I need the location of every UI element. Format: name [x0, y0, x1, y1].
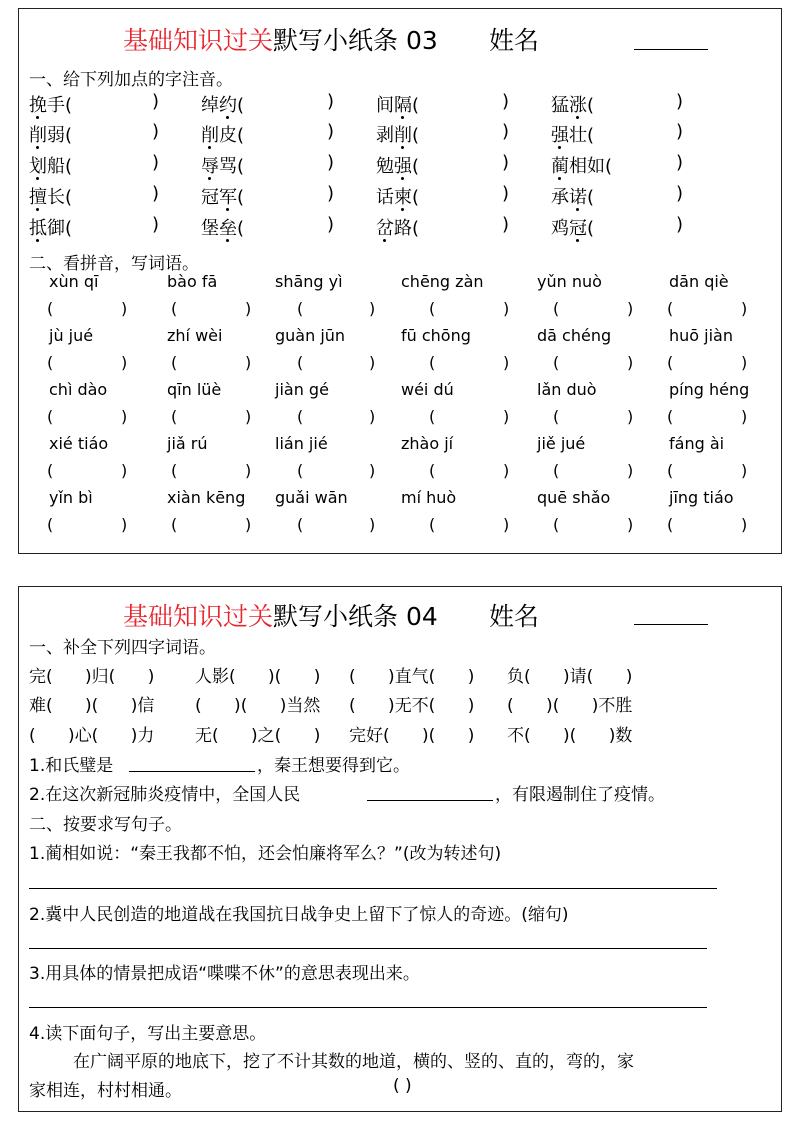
pinyin-label: xié tiáo	[49, 434, 109, 453]
pinyin-label: lián jié	[275, 434, 328, 453]
section-2-heading: 二、看拼音，写词语。	[29, 254, 199, 274]
emphasis-dot	[226, 239, 229, 242]
answer-close-paren: )	[627, 407, 634, 426]
close-paren: )	[327, 183, 335, 204]
answer-line-1	[29, 888, 717, 889]
pinyin-label: guàn jūn	[275, 326, 346, 345]
answer-close-paren: )	[121, 461, 128, 480]
close-paren: )	[502, 91, 510, 112]
sentence-task-4: 4.读下面句子，写出主要意思。	[29, 1024, 267, 1044]
sentence-task-3: 3.用具体的情景把成语“喋喋不休”的意思表现出来。	[29, 964, 420, 984]
pinyin-label: mí huò	[401, 488, 457, 507]
pinyin-label: jù jué	[49, 326, 94, 345]
answer-open-paren: (	[47, 461, 54, 480]
annotate-word: 勉强(	[376, 156, 420, 177]
answer-close-paren: )	[245, 461, 252, 480]
emphasis-dot	[36, 177, 39, 180]
answer-close-paren: )	[503, 407, 510, 426]
answer-open-paren: (	[667, 461, 674, 480]
annotate-word: 抵御(	[29, 218, 73, 239]
answer-close-paren: )	[741, 407, 748, 426]
close-paren: )	[152, 152, 160, 173]
annotate-word: 承诺(	[551, 187, 595, 208]
answer-close-paren: )	[627, 299, 634, 318]
pinyin-label: dā chéng	[537, 326, 612, 345]
answer-open-paren: (	[297, 461, 304, 480]
answer-open-paren: (	[667, 353, 674, 372]
answer-open-paren: (	[171, 299, 178, 318]
idiom-item: 完好( )( )	[349, 726, 475, 746]
close-paren: )	[327, 152, 335, 173]
idiom-item: ( )无不( )	[349, 696, 475, 716]
answer-close-paren: )	[741, 353, 748, 372]
idiom-item: 无( )之( )	[195, 726, 321, 746]
answer-close-paren: )	[627, 515, 634, 534]
title-red-part: 基础知识过关	[123, 602, 274, 631]
annotate-word: 剥削(	[376, 125, 420, 146]
answer-open-paren: (	[47, 299, 54, 318]
answer-line-2	[29, 948, 707, 949]
answer-open-paren: (	[47, 407, 54, 426]
emphasis-dot	[401, 177, 404, 180]
close-paren: )	[152, 183, 160, 204]
title-04	[123, 597, 438, 633]
answer-close-paren: )	[627, 353, 634, 372]
answer-close-paren: )	[741, 299, 748, 318]
close-paren: )	[676, 121, 684, 142]
main-idea-blank: ( )	[393, 1076, 412, 1096]
pinyin-label: bào fā	[167, 272, 218, 291]
title-black-part: 默写小纸条 04	[273, 602, 438, 631]
answer-open-paren: (	[429, 515, 436, 534]
answer-close-paren: )	[369, 515, 376, 534]
pinyin-label: jiàn gé	[275, 380, 329, 399]
answer-open-paren: (	[297, 515, 304, 534]
emphasis-dot	[36, 239, 39, 242]
answer-open-paren: (	[667, 407, 674, 426]
emphasis-dot	[226, 208, 229, 211]
answer-open-paren: (	[553, 353, 560, 372]
pinyin-label: jiǎ rú	[167, 434, 208, 453]
close-paren: )	[327, 214, 335, 235]
answer-close-paren: )	[369, 407, 376, 426]
answer-close-paren: )	[121, 353, 128, 372]
answer-line-3	[29, 1007, 707, 1008]
pinyin-label: wéi dú	[401, 380, 454, 399]
answer-close-paren: )	[741, 461, 748, 480]
emphasis-dot	[576, 239, 579, 242]
pinyin-label: xiàn kēng	[167, 488, 246, 507]
answer-open-paren: (	[667, 515, 674, 534]
annotate-word: 岔路(	[376, 218, 420, 239]
answer-open-paren: (	[47, 515, 54, 534]
answer-open-paren: (	[429, 299, 436, 318]
answer-open-paren: (	[47, 353, 54, 372]
answer-close-paren: )	[741, 515, 748, 534]
answer-close-paren: )	[369, 353, 376, 372]
close-paren: )	[676, 152, 684, 173]
annotate-word: 擅长(	[29, 187, 73, 208]
annotate-word: 间隔(	[376, 95, 420, 116]
emphasis-dot	[558, 146, 561, 149]
pinyin-label: yǔn nuò	[537, 272, 602, 291]
name-blank-line	[634, 624, 708, 625]
close-paren: )	[152, 214, 160, 235]
emphasis-dot	[36, 116, 39, 119]
answer-close-paren: )	[245, 407, 252, 426]
title-03	[123, 21, 438, 57]
answer-close-paren: )	[245, 353, 252, 372]
pinyin-label: píng héng	[669, 380, 750, 399]
answer-close-paren: )	[369, 461, 376, 480]
answer-close-paren: )	[121, 299, 128, 318]
pinyin-label: shāng yì	[275, 272, 343, 291]
annotate-word: 削皮(	[201, 125, 245, 146]
annotate-word: 蔺相如(	[551, 156, 613, 177]
answer-close-paren: )	[503, 515, 510, 534]
annotate-word: 削弱(	[29, 125, 73, 146]
title-red-part: 基础知识过关	[123, 26, 274, 55]
answer-close-paren: )	[369, 299, 376, 318]
worksheet-04	[18, 586, 782, 1112]
annotate-word: 猛涨(	[551, 95, 595, 116]
worksheet-03	[18, 8, 782, 554]
emphasis-dot	[576, 116, 579, 119]
emphasis-dot	[401, 116, 404, 119]
emphasis-dot	[401, 208, 404, 211]
pinyin-label: lǎn duò	[537, 380, 597, 399]
close-paren: )	[502, 121, 510, 142]
answer-close-paren: )	[503, 299, 510, 318]
passage-line-2: 家相连，村村相通。	[29, 1081, 182, 1101]
annotate-word: 话柬(	[376, 187, 420, 208]
passage-line-1: 在广阔平原的地底下，挖了不计其数的地道，横的、竖的、直的，弯的，家	[73, 1052, 634, 1072]
pinyin-label: guǎi wān	[275, 488, 348, 507]
idiom-item: ( )( )当然	[195, 696, 321, 716]
emphasis-dot	[401, 146, 404, 149]
answer-open-paren: (	[171, 515, 178, 534]
emphasis-dot	[576, 208, 579, 211]
answer-open-paren: (	[553, 461, 560, 480]
pinyin-label: jīng tiáo	[669, 488, 734, 507]
annotate-word: 绰约(	[201, 95, 245, 116]
emphasis-dot	[208, 177, 211, 180]
emphasis-dot	[226, 116, 229, 119]
answer-close-paren: )	[503, 461, 510, 480]
pinyin-label: zhí wèi	[167, 326, 223, 345]
close-paren: )	[327, 91, 335, 112]
answer-close-paren: )	[121, 407, 128, 426]
annotate-word: 辱骂(	[201, 156, 245, 177]
idiom-item: ( )心( )力	[29, 726, 155, 746]
answer-open-paren: (	[297, 407, 304, 426]
pinyin-label: fáng ài	[669, 434, 725, 453]
idiom-item: 人影( )( )	[195, 667, 321, 687]
pinyin-label: yǐn bì	[49, 488, 93, 507]
close-paren: )	[152, 121, 160, 142]
answer-open-paren: (	[667, 299, 674, 318]
name-label: 姓名	[489, 602, 540, 631]
annotate-word: 鸡冠(	[551, 218, 595, 239]
fill-blank-2	[367, 800, 493, 801]
fill-blank-1	[129, 771, 255, 772]
pinyin-label: chēng zàn	[401, 272, 484, 291]
idiom-item: 完( )归( )	[29, 667, 155, 687]
pinyin-label: qīn lüè	[167, 380, 222, 399]
pinyin-label: xùn qī	[49, 272, 99, 291]
title-black-part: 默写小纸条 03	[273, 26, 438, 55]
fill-sentence-2-end: ，有限遏制住了疫情。	[495, 785, 665, 805]
answer-open-paren: (	[553, 515, 560, 534]
emphasis-dot	[383, 239, 386, 242]
idiom-item: ( )直气( )	[349, 667, 475, 687]
sentence-task-2: 2.冀中人民创造的地道战在我国抗日战争史上留下了惊人的奇迹。(缩句)	[29, 905, 569, 925]
annotate-word: 堡垒(	[201, 218, 245, 239]
answer-open-paren: (	[297, 299, 304, 318]
answer-open-paren: (	[553, 299, 560, 318]
fill-sentence-2-start: 2.在这次新冠肺炎疫情中，全国人民	[29, 785, 301, 805]
annotate-word: 挽手(	[29, 95, 73, 116]
annotate-word: 冠军(	[201, 187, 245, 208]
answer-open-paren: (	[429, 407, 436, 426]
close-paren: )	[502, 214, 510, 235]
emphasis-dot	[36, 208, 39, 211]
sentence-task-1: 1.蔺相如说：“秦王我都不怕，还会怕廉将军么？”(改为转述句)	[29, 844, 502, 864]
annotate-word: 强壮(	[551, 125, 595, 146]
answer-close-paren: )	[245, 299, 252, 318]
answer-open-paren: (	[171, 407, 178, 426]
name-blank-line	[634, 49, 708, 50]
answer-close-paren: )	[503, 353, 510, 372]
idiom-item: 不( )( )数	[507, 726, 633, 746]
pinyin-label: huō jiàn	[669, 326, 733, 345]
close-paren: )	[502, 152, 510, 173]
answer-close-paren: )	[121, 515, 128, 534]
pinyin-label: zhào jí	[401, 434, 454, 453]
idiom-item: 难( )( )信	[29, 696, 155, 716]
answer-open-paren: (	[297, 353, 304, 372]
pinyin-label: dān qiè	[669, 272, 729, 291]
close-paren: )	[676, 214, 684, 235]
annotate-word: 划船(	[29, 156, 73, 177]
answer-open-paren: (	[553, 407, 560, 426]
answer-close-paren: )	[245, 515, 252, 534]
fill-sentence-1-start: 1.和氏璧是	[29, 756, 114, 776]
emphasis-dot	[36, 146, 39, 149]
answer-open-paren: (	[429, 461, 436, 480]
pinyin-label: quē shǎo	[537, 488, 611, 507]
answer-open-paren: (	[171, 353, 178, 372]
fill-sentence-1-end: ，秦王想要得到它。	[257, 756, 410, 776]
section-2-heading: 二、按要求写句子。	[29, 815, 182, 835]
pinyin-label: jiě jué	[537, 434, 586, 453]
section-1-heading: 一、给下列加点的字注音。	[29, 70, 233, 90]
pinyin-label: chì dào	[49, 380, 108, 399]
answer-open-paren: (	[171, 461, 178, 480]
answer-close-paren: )	[627, 461, 634, 480]
idiom-item: 负( )请( )	[507, 667, 633, 687]
emphasis-dot	[558, 177, 561, 180]
close-paren: )	[676, 183, 684, 204]
close-paren: )	[502, 183, 510, 204]
emphasis-dot	[208, 146, 211, 149]
close-paren: )	[327, 121, 335, 142]
section-1-heading: 一、补全下列四字词语。	[29, 638, 216, 658]
name-label: 姓名	[489, 26, 540, 55]
answer-open-paren: (	[429, 353, 436, 372]
pinyin-label: fū chōng	[401, 326, 471, 345]
close-paren: )	[676, 91, 684, 112]
close-paren: )	[152, 91, 160, 112]
idiom-item: ( )( )不胜	[507, 696, 633, 716]
